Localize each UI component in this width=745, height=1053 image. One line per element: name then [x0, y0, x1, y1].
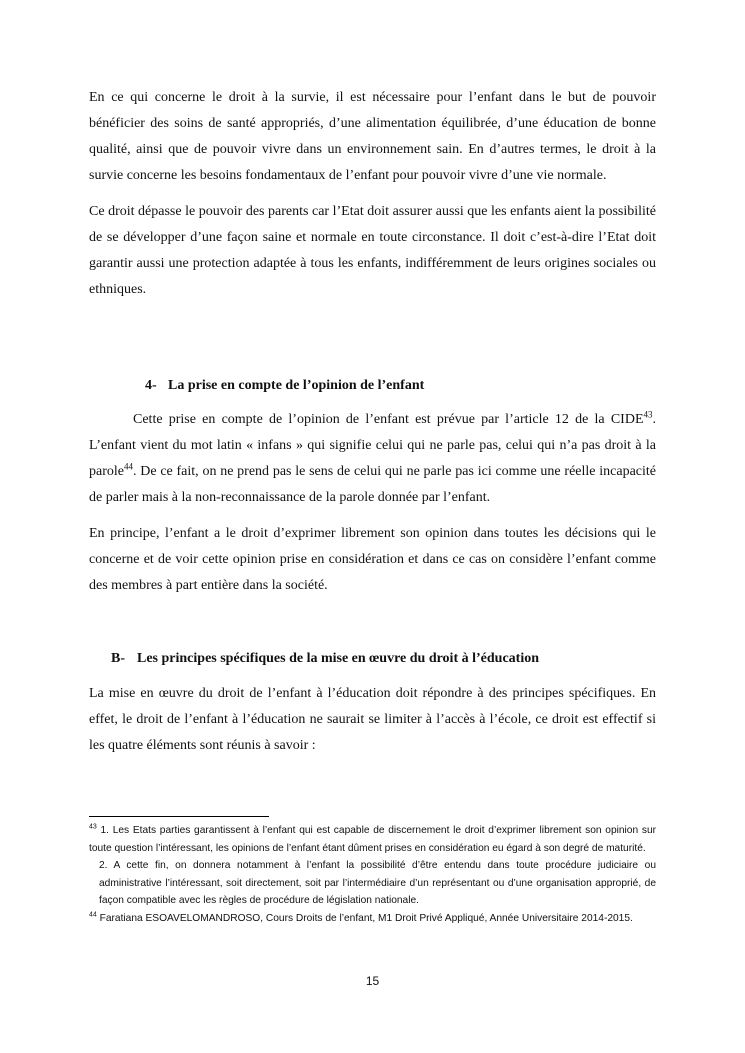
- survival-section: [89, 85, 656, 303]
- heading-b-title: Les principes spécifiques de la mise en œuvre du droit à l’éducation: [137, 651, 540, 666]
- footnote-43-part-1: 1. Les Etats parties garantissent à l’enfant qui est capable de discernement le droit d’exprimer librement son opinion sur toute question l’intéressant, les opinions de l’enfant étant dûment prises en considération eu égard à son degré de maturité.: [89, 825, 656, 854]
- footnote-44-text: Faratiana ESOAVELOMANDROSO, Cours Droits de l’enfant, M1 Droit Privé Appliqué, Année Universitaire 2014-2015.: [96, 912, 633, 924]
- education-section: [89, 681, 656, 759]
- heading-b-number: B-: [111, 651, 125, 666]
- heading-b: [111, 649, 539, 669]
- heading-4: [145, 376, 424, 396]
- heading-4-number: 4-: [145, 378, 157, 393]
- heading-4-title: La prise en compte de l’opinion de l’enfant: [168, 378, 425, 393]
- opinion-paragraph-1-part-b: . L’enfant vient du mot latin « infans » qui signifie celui qui ne parle pas, celui qui n’a pas droit à la parole: [89, 412, 656, 479]
- opinion-paragraph-2: En principe, l’enfant a le droit d’exprimer librement son opinion dans toutes les décisions qui le concerne et de voir cette opinion prise en considération et dans ce cas on considère l’enfant comme des membres à part entière dans la société.: [89, 526, 656, 593]
- opinion-paragraph-1-part-c: . De ce fait, on ne prend pas le sens de celui qui ne parle pas ici comme une réelle incapacité de parler mais à la non-reconnaissance de la parole donnée par l’enfant.: [89, 464, 656, 505]
- footnote-separator: [89, 816, 269, 817]
- page-number: 15: [365, 974, 380, 988]
- footnote-43-part-2: 2. A cette fin, on donnera notamment à l’enfant la possibilité d’être entendu dans toute procédure judiciaire ou administrative l’intéressant, soit directement, soit par l’intermédiaire d’un représentant ou d’une organisation approprié, de façon compatible avec les règles de procédure de législation nationale.: [99, 860, 656, 906]
- footnote-ref-44[interactable]: 44: [123, 461, 133, 472]
- footnote-44: [89, 910, 656, 928]
- footnote-44-number: 44: [89, 911, 97, 919]
- education-paragraph-1: La mise en œuvre du droit de l’enfant à l’éducation doit répondre à des principes spécifiques. En effet, le droit de l’enfant à l’éducation ne saurait se limiter à l’accès à l’école, ce droit est effectif si les quatre éléments sont réunis à savoir :: [89, 686, 656, 753]
- footnote-ref-43[interactable]: 43: [643, 409, 653, 420]
- opinion-paragraph-1-part-a: Cette prise en compte de l’opinion de l’enfant est prévue par l’article 12 de la CIDE: [133, 412, 644, 427]
- opinion-paragraph-1: [89, 407, 656, 511]
- survival-paragraph-2: Ce droit dépasse le pouvoir des parents car l’Etat doit assurer aussi que les enfants aient la possibilité de se développer d’une façon saine et normale en toute circonstance. Il doit c’est-à-dire l’Etat doit garantir aussi une protection adaptée à tous les enfants, indifféremment de leurs origines sociales ou ethniques.: [89, 204, 656, 297]
- survival-paragraph-1: En ce qui concerne le droit à la survie, il est nécessaire pour l’enfant dans le but de pouvoir bénéficier des soins de santé appropriés, d’une alimentation équilibrée, d’une éducation de bonne qualité, ainsi que de pouvoir vivre dans un environnement sain. En d’autres termes, le droit à la survie concerne les besoins fondamentaux de l’enfant pour pouvoir vivre d’une vie normale.: [89, 90, 656, 183]
- footnotes: [89, 822, 656, 927]
- footnote-43: [89, 822, 656, 857]
- footnote-43-number: 43: [89, 823, 97, 831]
- opinion-section: [89, 407, 656, 599]
